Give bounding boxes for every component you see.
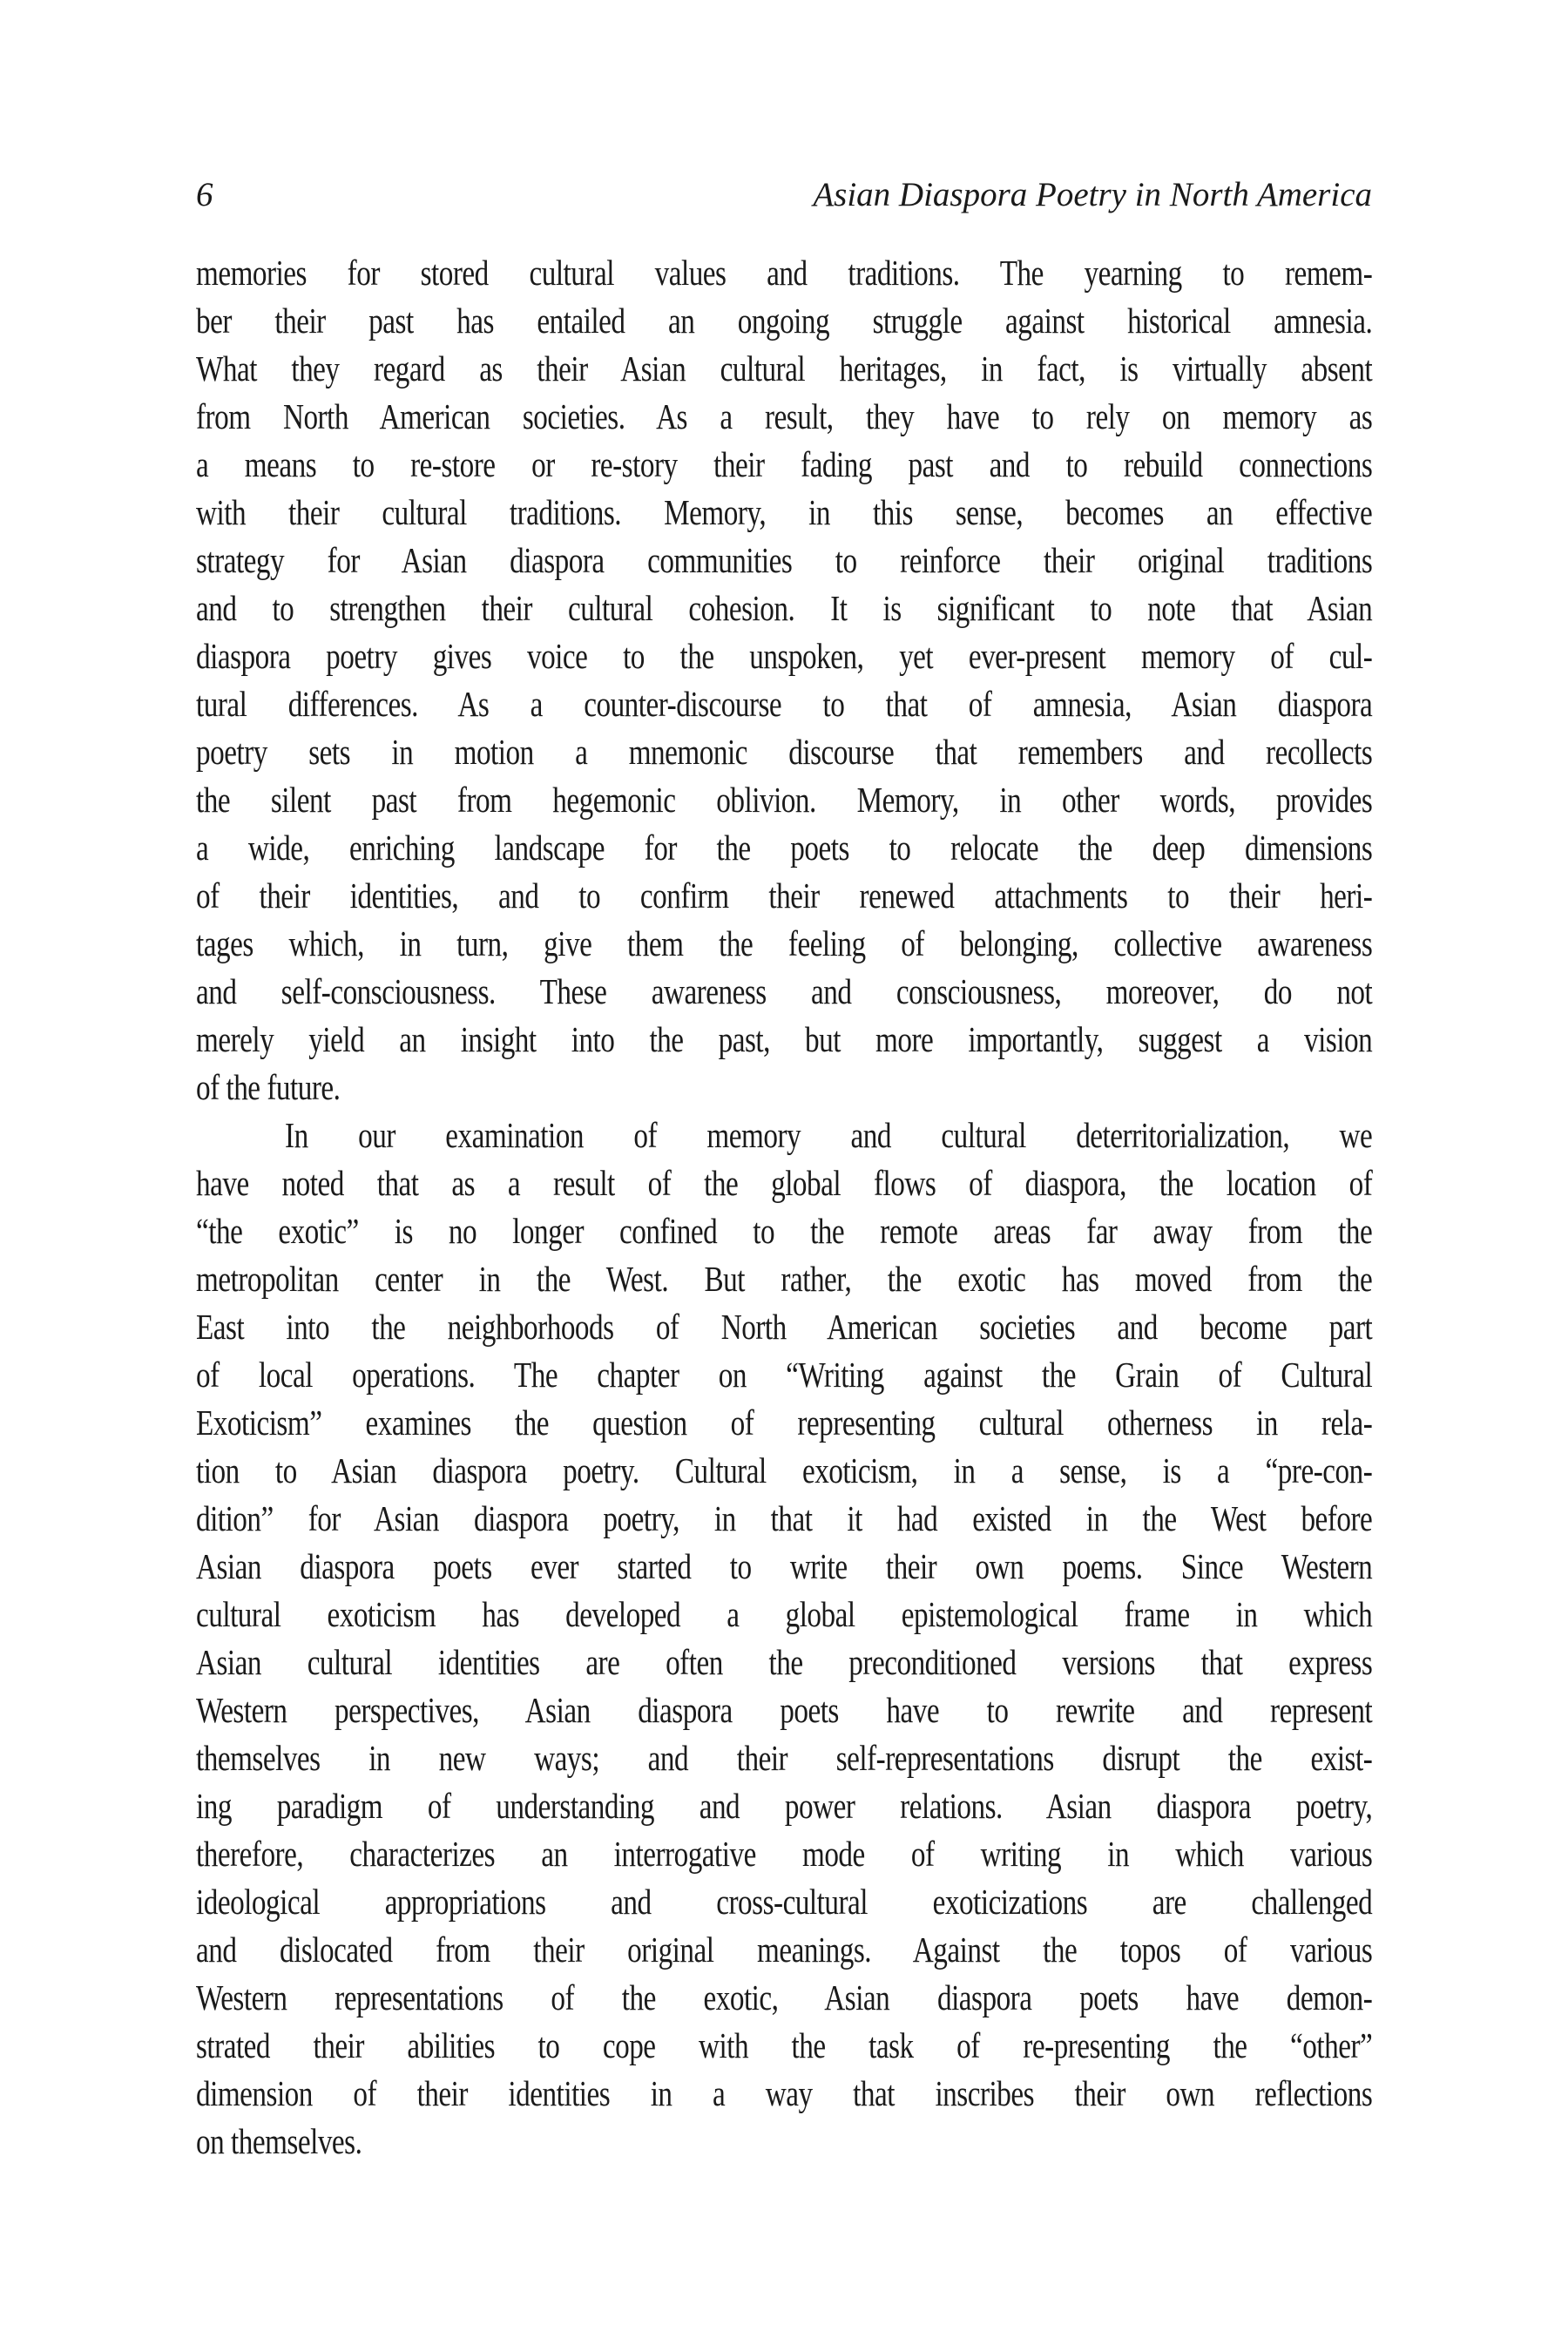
body-text — [196, 249, 1372, 2166]
text-line: of local operations. The chapter on “Writing against the Grain of Cultural — [196, 1355, 1373, 1395]
text-line: Asian cultural identities are often the preconditioned versions that express — [196, 1642, 1373, 1682]
paragraph — [196, 1112, 1372, 2166]
page-header — [196, 176, 1372, 214]
text-line: What they regard as their Asian cultural heritages, in fact, is virtually absent — [196, 348, 1373, 389]
text-line: metropolitan center in the West. But rather, the exotic has moved from the — [196, 1259, 1373, 1299]
text-line: and to strengthen their cultural cohesion. It is significant to note that Asian — [196, 588, 1373, 628]
text-line: East into the neighborhoods of North American societies and become part — [196, 1307, 1373, 1347]
text-line: ing paradigm of understanding and power relations. Asian diaspora poetry, — [196, 1786, 1373, 1826]
text-line: of the future. — [196, 1067, 341, 1107]
text-line: memories for stored cultural values and traditions. The yearning to remem- — [196, 253, 1373, 293]
text-line: poetry sets in motion a mnemonic discourse that remembers and recollects — [196, 732, 1373, 772]
text-line: diaspora poetry gives voice to the unspoken, yet ever-present memory of cul- — [196, 636, 1373, 676]
text-line: ber their past has entailed an ongoing struggle against historical amnesia. — [196, 301, 1373, 341]
text-line: tion to Asian diaspora poetry. Cultural exoticism, in a sense, is a “pre-con- — [196, 1450, 1373, 1490]
text-line: “the exotic” is no longer confined to the remote areas far away from the — [196, 1211, 1373, 1251]
text-line: tages which, in turn, give them the feeling of belonging, collective awareness — [196, 923, 1373, 963]
text-line: the silent past from hegemonic oblivion. Memory, in other words, provides — [196, 780, 1373, 820]
text-line: dition” for Asian diaspora poetry, in that it had existed in the West before — [196, 1498, 1373, 1538]
text-line: Western perspectives, Asian diaspora poets have to rewrite and represent — [196, 1690, 1373, 1730]
page-number: 6 — [196, 176, 213, 213]
text-line: merely yield an insight into the past, but more importantly, suggest a vision — [196, 1019, 1373, 1059]
text-line: a means to re-store or re-story their fading past and to rebuild connections — [196, 444, 1373, 484]
text-line: and dislocated from their original meanings. Against the topos of various — [196, 1930, 1373, 1970]
text-line: strated their abilities to cope with the task of re-presenting the “other” — [196, 2025, 1373, 2065]
text-line: tural differences. As a counter-discourse to that of amnesia, Asian diaspora — [196, 684, 1373, 724]
text-line: a wide, enriching landscape for the poets to relocate the deep dimensions — [196, 828, 1373, 868]
text-line: Western representations of the exotic, Asian diaspora poets have demon- — [196, 1977, 1373, 2017]
text-line: ideological appropriations and cross-cultural exoticizations are challenged — [196, 1882, 1373, 1922]
text-line: on themselves. — [196, 2121, 362, 2161]
text-line: strategy for Asian diaspora communities to reinforce their original traditions — [196, 540, 1373, 580]
text-line: and self-consciousness. These awareness and consciousness, moreover, do not — [196, 971, 1373, 1011]
text-line: In our examination of memory and cultural deterritorialization, we — [285, 1115, 1373, 1155]
text-line: therefore, characterizes an interrogative mode of writing in which various — [196, 1834, 1373, 1874]
paragraph — [196, 249, 1372, 1112]
text-line: cultural exoticism has developed a global epistemological frame in which — [196, 1594, 1373, 1634]
text-line: from North American societies. As a result, they have to rely on memory as — [196, 396, 1373, 436]
text-line: dimension of their identities in a way that inscribes their own reflections — [196, 2073, 1373, 2113]
running-title: Asian Diaspora Poetry in North America — [813, 176, 1372, 213]
text-line: themselves in new ways; and their self-representations disrupt the exist- — [196, 1738, 1373, 1778]
text-line: have noted that as a result of the global flows of diaspora, the location of — [196, 1163, 1373, 1203]
text-line: Asian diaspora poets ever started to write their own poems. Since Western — [196, 1546, 1373, 1586]
text-line: Exoticism” examines the question of representing cultural otherness in rela- — [196, 1402, 1373, 1443]
text-line: of their identities, and to confirm their renewed attachments to their heri- — [196, 875, 1373, 916]
text-line: with their cultural traditions. Memory, in this sense, becomes an effective — [196, 492, 1373, 532]
